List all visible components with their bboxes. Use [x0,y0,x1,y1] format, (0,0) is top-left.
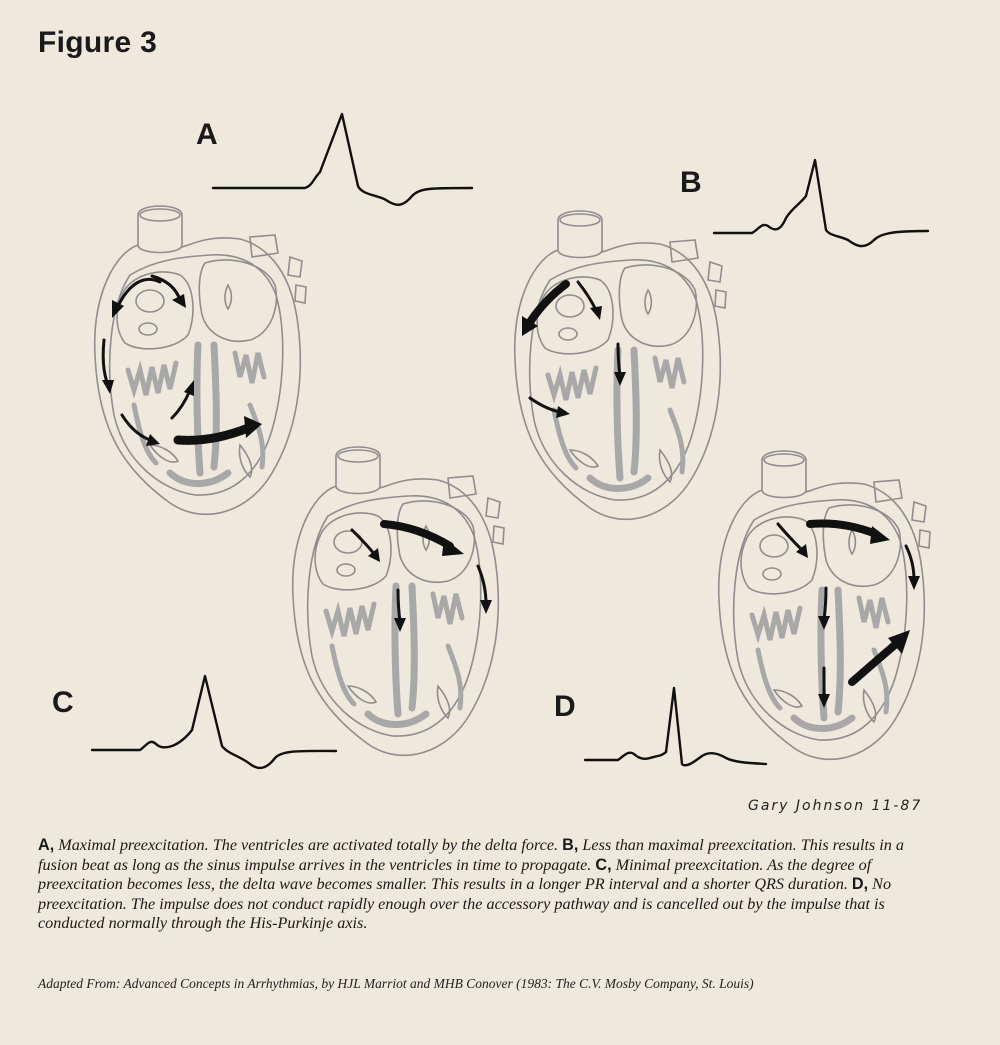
caption-label-c: C, [595,855,612,874]
caption-label-a: A, [38,836,55,854]
artist-signature: Gary Johnson 11-87 [748,798,923,814]
caption-label-b: B, [562,836,579,854]
panel-label-d: D [554,690,576,723]
caption-text-d: No preexcitation. The impulse does not conduct rapidly enough over the accessory pathway and is cancelled out by the impulse that is conducted normally through the His-Purkinje axis. [38,875,892,932]
heart-a [95,206,306,514]
caption-text-a: Maximal preexcitation. The ventricles are activated totally by the delta force. [54,836,563,854]
panel-label-b: B [680,166,702,199]
arrows-b [522,282,626,418]
source-citation: Adapted From: Advanced Concepts in Arrhythmias, by HJL Marriot and MHB Conover (1983: The C.V. Mosby Company, St. Louis) [38,976,754,991]
ecg-trace-b [714,160,928,246]
ecg-trace-c [92,676,336,768]
figure-title: Figure 3 [38,26,158,59]
caption-text-c: Minimal preexcitation. As the degree of preexcitation becomes less, the delta wave becomes smaller. This results in a longer PR interval and a shorter QRS duration. [38,855,872,893]
figure-caption [38,836,938,934]
panel-label-c: C [52,686,74,719]
ecg-trace-a [213,114,472,205]
caption-text-b: Less than maximal preexcitation. This results in a fusion beat as long as the sinus impulse arrives in the ventricles in time to propagate. [38,836,905,874]
ecg-trace-d [585,688,766,765]
panel-label-a: A [196,118,218,151]
caption-label-d: D, [851,875,869,893]
